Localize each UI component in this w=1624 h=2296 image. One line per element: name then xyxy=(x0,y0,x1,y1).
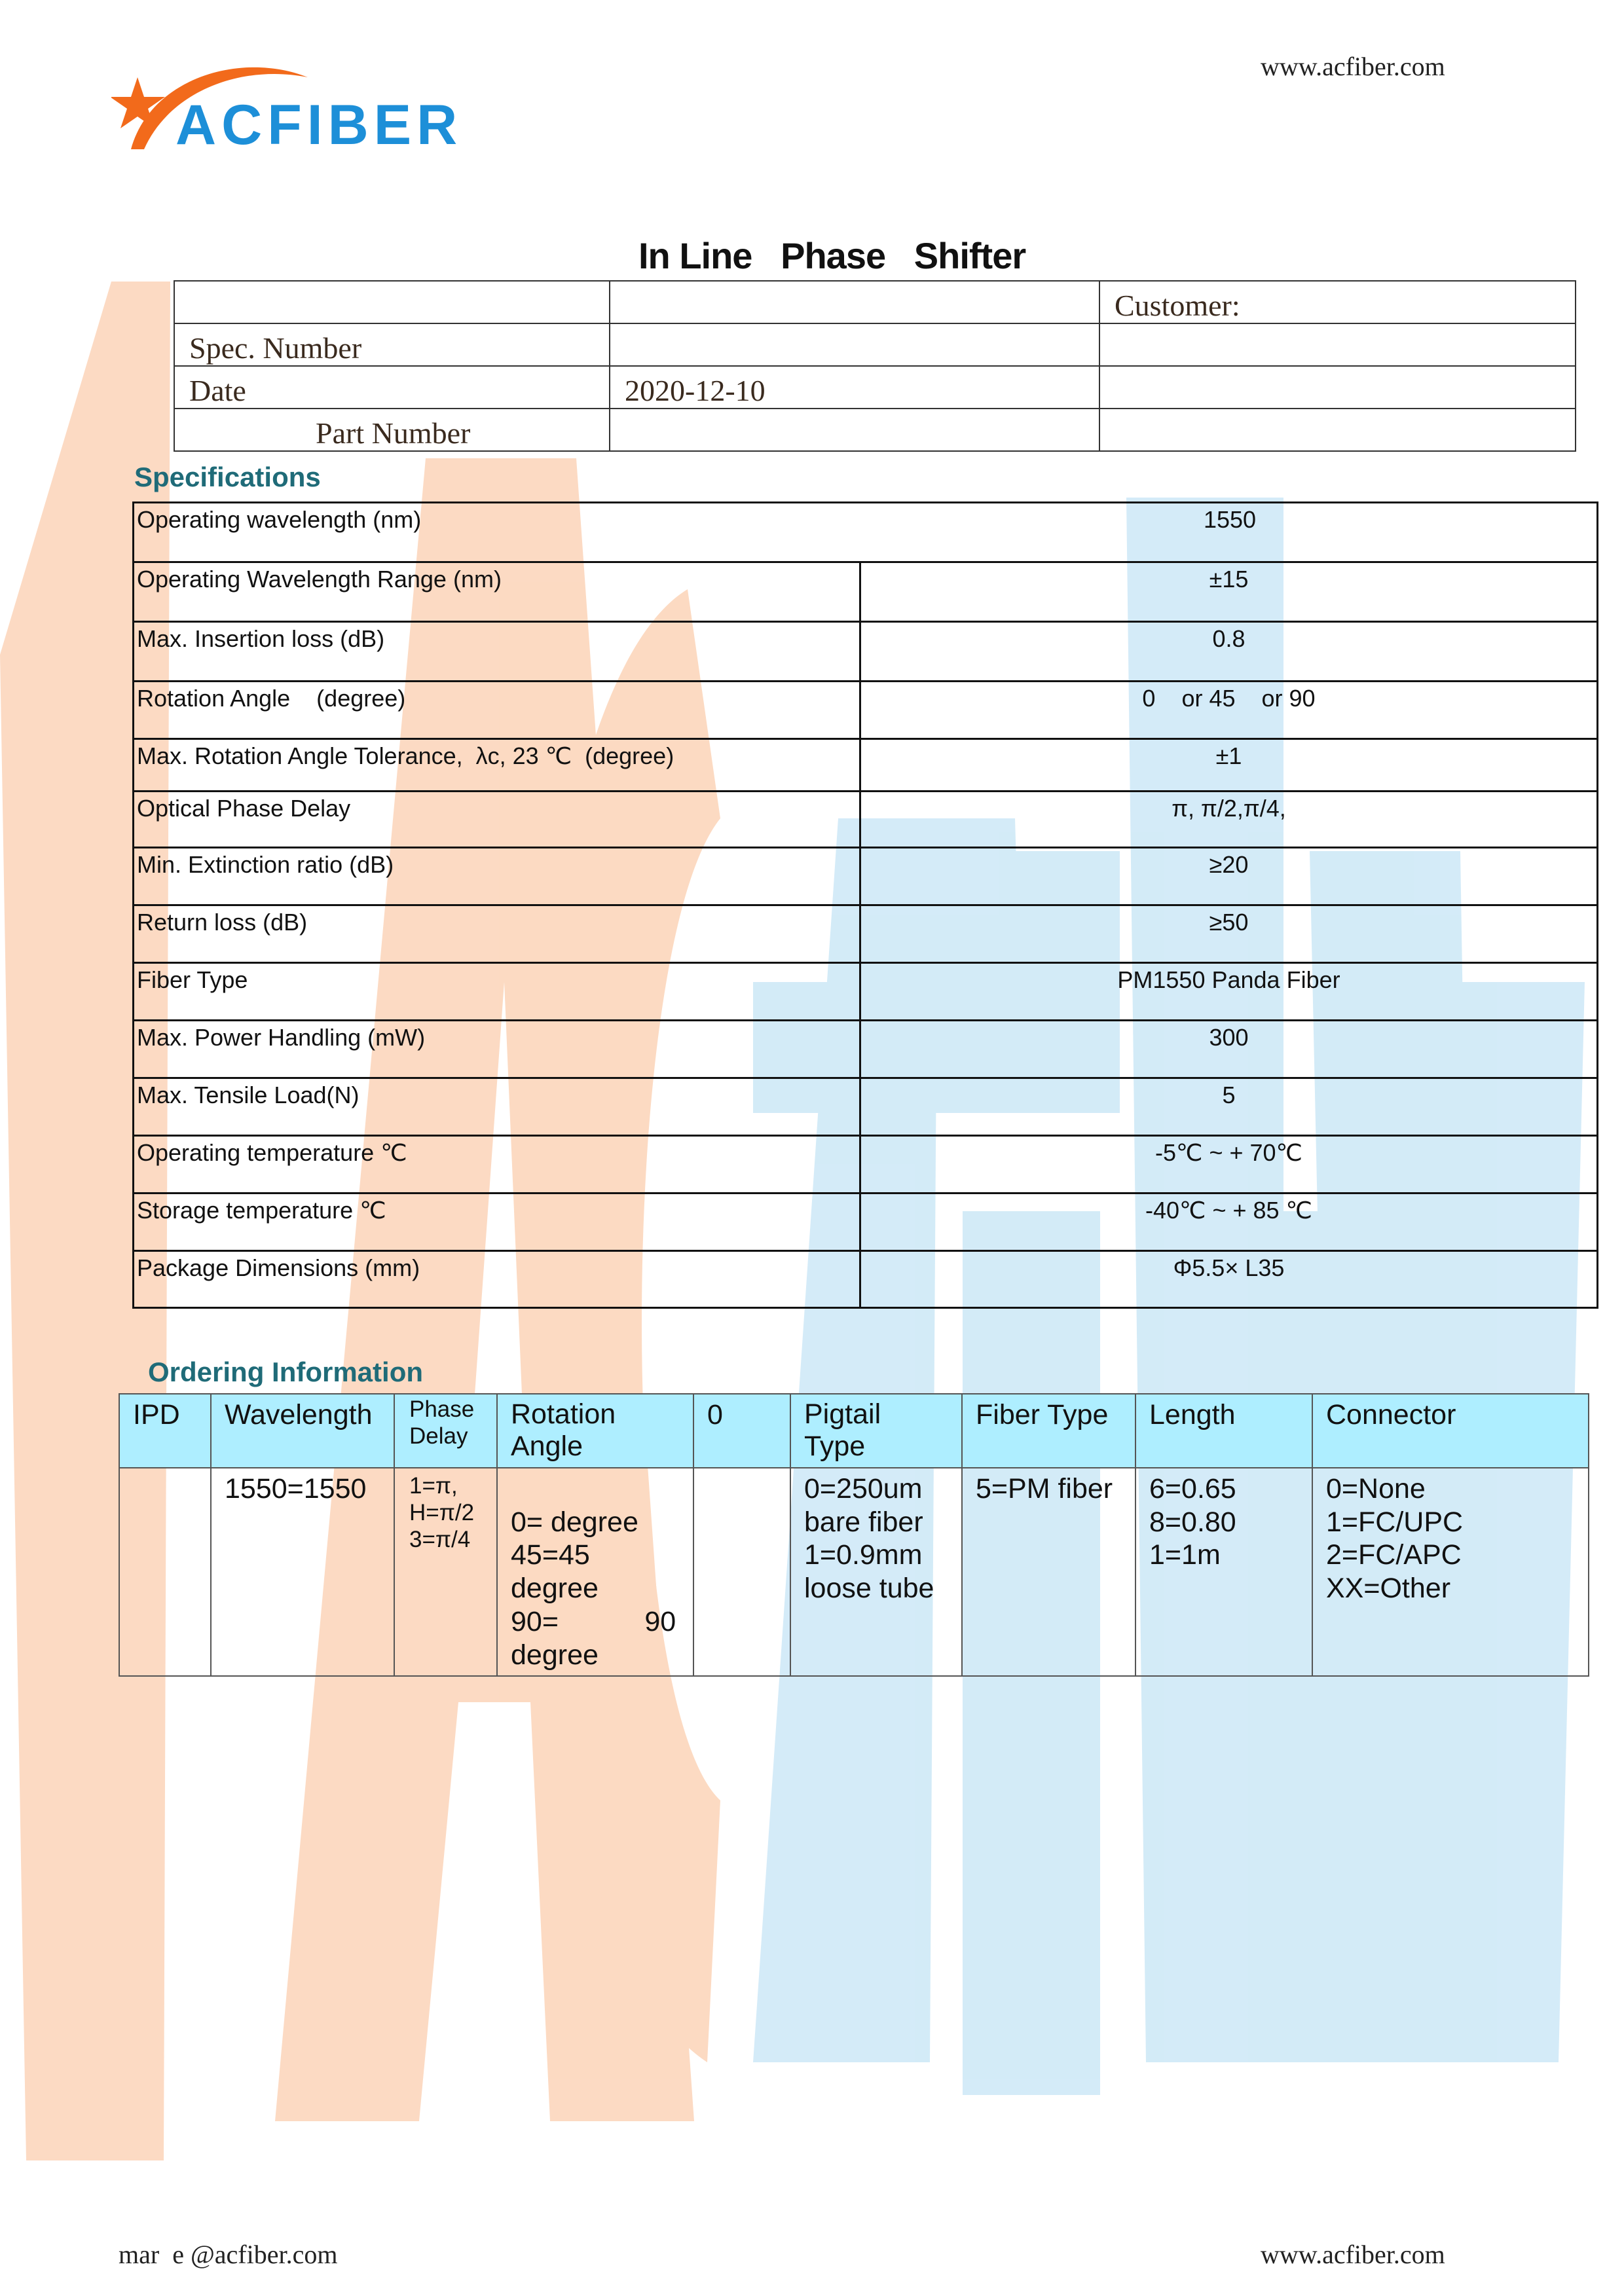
ordering-value-cell: 0=None 1=FC/UPC 2=FC/APC XX=Other xyxy=(1312,1468,1589,1676)
spec-label: Package Dimensions (mm) xyxy=(134,1251,860,1308)
part-number-value xyxy=(610,409,1099,451)
spec-label: Min. Extinction ratio (dB) xyxy=(134,848,860,905)
ordering-header-cell: Pigtail Type xyxy=(790,1394,962,1468)
spec-row xyxy=(134,503,1598,562)
ordering-value-cell: 0= degree 45=45 degree 90= 90 degree xyxy=(497,1468,693,1676)
info-table xyxy=(174,280,1576,452)
spec-value: ±15 xyxy=(860,562,1598,622)
spec-label: Fiber Type xyxy=(134,963,860,1021)
spec-number-label: Spec. Number xyxy=(174,323,610,366)
ordering-value-cell: 5=PM fiber xyxy=(962,1468,1135,1676)
spec-row xyxy=(134,1078,1598,1136)
acfiber-logo xyxy=(111,51,478,162)
date-label: Date xyxy=(174,366,610,409)
spec-label: Operating Wavelength Range (nm) xyxy=(134,562,860,622)
spec-label: Storage temperature ℃ xyxy=(134,1194,860,1251)
spec-value: 0 or 45 or 90 xyxy=(860,682,1598,739)
ordering-value-cell: 1=π, H=π/2 3=π/4 xyxy=(394,1468,497,1676)
spec-label: Max. Insertion loss (dB) xyxy=(134,622,860,682)
ordering-header-cell: Length xyxy=(1135,1394,1312,1468)
spec-value: 300 xyxy=(860,1021,1598,1078)
spec-row xyxy=(134,1194,1598,1251)
info-cell-empty xyxy=(610,281,1099,323)
spec-row xyxy=(134,622,1598,682)
spec-value: ≥20 xyxy=(860,848,1598,905)
spec-value: 0.8 xyxy=(860,622,1598,682)
ordering-header-cell: Phase Delay xyxy=(394,1394,497,1468)
spec-value: 1550 xyxy=(1203,506,1257,533)
ordering-table xyxy=(119,1393,1589,1677)
spec-number-value xyxy=(610,323,1099,366)
specifications-table xyxy=(132,501,1598,1309)
spec-row xyxy=(134,848,1598,905)
customer-label: Customer: xyxy=(1099,281,1576,323)
spec-value: PM1550 Panda Fiber xyxy=(860,963,1598,1021)
spec-value: ±1 xyxy=(860,739,1598,792)
logo-text: ACFIBER xyxy=(175,94,463,156)
specifications-heading: Specifications xyxy=(134,462,321,492)
document-title: In Line Phase Shifter xyxy=(638,235,1026,276)
ordering-value-cell: 1550=1550 xyxy=(211,1468,394,1676)
spec-row xyxy=(134,1251,1598,1308)
info-cell-empty xyxy=(1099,323,1576,366)
ordering-header-cell: Fiber Type xyxy=(962,1394,1135,1468)
spec-label: Operating wavelength (nm) xyxy=(137,506,422,533)
ordering-header-cell: 0 xyxy=(693,1394,790,1468)
spec-label: Optical Phase Delay xyxy=(134,792,860,848)
spec-row xyxy=(134,1136,1598,1194)
ordering-header-cell: Connector xyxy=(1312,1394,1589,1468)
spec-value: Φ5.5× L35 xyxy=(860,1251,1598,1308)
info-cell-empty xyxy=(174,281,610,323)
date-value: 2020-12-10 xyxy=(610,366,1099,409)
spec-label: Operating temperature ℃ xyxy=(134,1136,860,1194)
spec-row xyxy=(134,905,1598,963)
spec-value: -40℃ ~ + 85 ℃ xyxy=(860,1194,1598,1251)
ordering-value-cell: 0=250um bare fiber 1=0.9mm loose tube xyxy=(790,1468,962,1676)
ordering-header-cell: IPD xyxy=(119,1394,211,1468)
ordering-value-cell: 6=0.65 8=0.80 1=1m xyxy=(1135,1468,1312,1676)
footer-email[interactable]: mar e @acfiber.com xyxy=(119,2240,338,2269)
spec-value: -5℃ ~ + 70℃ xyxy=(860,1136,1598,1194)
spec-value: ≥50 xyxy=(860,905,1598,963)
ordering-value-cell xyxy=(119,1468,211,1676)
spec-label: Max. Rotation Angle Tolerance, λc, 23 ℃ (degree) xyxy=(134,739,860,792)
spec-row xyxy=(134,792,1598,848)
info-cell-empty xyxy=(1099,366,1576,409)
spec-label: Max. Tensile Load(N) xyxy=(134,1078,860,1136)
ordering-header-row xyxy=(119,1394,1589,1468)
footer-website[interactable]: www.acfiber.com xyxy=(1261,2240,1445,2269)
header-website[interactable]: www.acfiber.com xyxy=(1261,52,1445,81)
ordering-value-cell xyxy=(693,1468,790,1676)
spec-row xyxy=(134,562,1598,622)
info-cell-empty xyxy=(1099,409,1576,451)
spec-row xyxy=(134,963,1598,1021)
spec-label: Return loss (dB) xyxy=(134,905,860,963)
spec-row xyxy=(134,739,1598,792)
ordering-header-cell: Rotation Angle xyxy=(497,1394,693,1468)
spec-label: Rotation Angle (degree) xyxy=(134,682,860,739)
ordering-heading: Ordering Information xyxy=(148,1357,423,1387)
ordering-value-row xyxy=(119,1468,1589,1676)
spec-value: 5 xyxy=(860,1078,1598,1136)
spec-value: π, π/2,π/4, xyxy=(860,792,1598,848)
spec-label: Max. Power Handling (mW) xyxy=(134,1021,860,1078)
part-number-label: Part Number xyxy=(174,409,610,451)
ordering-header-cell: Wavelength xyxy=(211,1394,394,1468)
spec-row xyxy=(134,682,1598,739)
spec-row xyxy=(134,1021,1598,1078)
